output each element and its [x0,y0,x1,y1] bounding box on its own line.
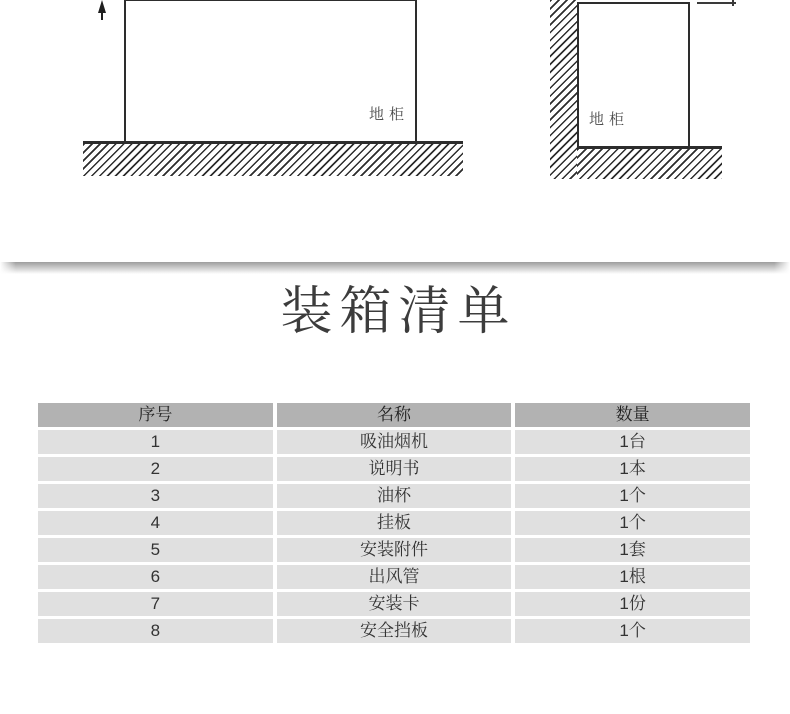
table-cell-name: 安装卡 [277,592,512,616]
table-cell-quantity: 1根 [515,565,750,589]
packing-table [38,403,750,643]
table-cell-index: 1 [38,430,273,454]
divider-shadow [0,262,790,274]
table-cell-name: 油杯 [277,484,512,508]
table-cell-index: 5 [38,538,273,562]
table-cell-quantity: 1本 [515,457,750,481]
table-header-name: 名称 [277,403,512,427]
table-cell-quantity: 1个 [515,511,750,535]
floor-hatch-right [577,146,722,179]
table-cell-index: 8 [38,619,273,643]
table-cell-index: 4 [38,511,273,535]
table-cell-quantity: 1个 [515,484,750,508]
table-cell-name: 安全挡板 [277,619,512,643]
table-cell-index: 6 [38,565,273,589]
dimension-line-icon [697,2,736,4]
table-cell-index: 3 [38,484,273,508]
table-cell-name: 说明书 [277,457,512,481]
table-cell-index: 7 [38,592,273,616]
wall-hatch-right [550,0,577,179]
table-cell-name: 出风管 [277,565,512,589]
floor-hatch-left [83,141,463,176]
table-header-index: 序号 [38,403,273,427]
table-cell-name: 安装附件 [277,538,512,562]
cabinet-label-left: 地柜 [369,106,410,123]
section-title: 装箱清单 [280,283,517,341]
table-cell-name: 吸油烟机 [277,430,512,454]
table-cell-quantity: 1份 [515,592,750,616]
table-cell-index: 2 [38,457,273,481]
table-cell-quantity: 1个 [515,619,750,643]
table-cell-name: 挂板 [277,511,512,535]
dimension-tick-icon [732,0,734,6]
table-header-quantity: 数量 [515,403,750,427]
table-cell-quantity: 1套 [515,538,750,562]
up-arrow-stem [101,8,103,20]
table-cell-quantity: 1台 [515,430,750,454]
cabinet-label-right: 地柜 [589,111,630,128]
